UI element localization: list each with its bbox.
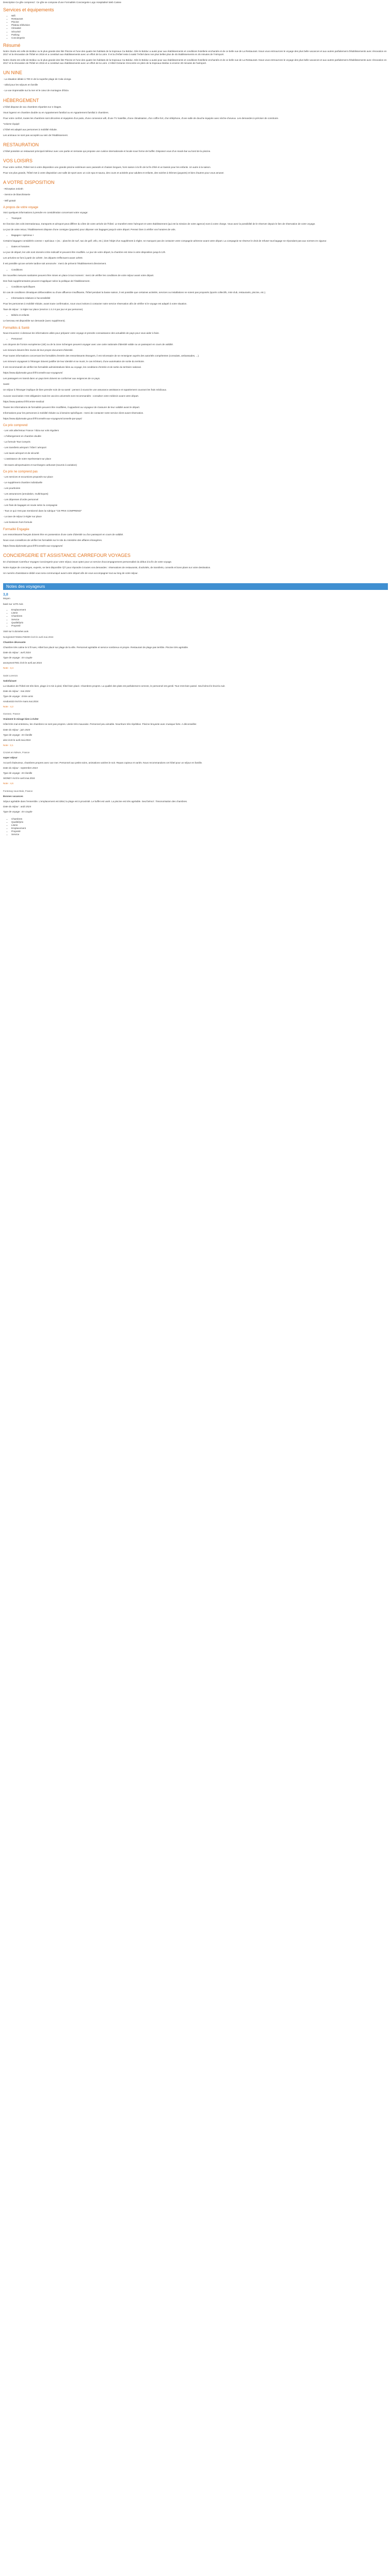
non-compris-line: - Les pourboires (3, 486, 21, 489)
disposition-line: - Réception 24/24h (3, 188, 23, 191)
review-rating: Note : 4,2 (3, 705, 13, 708)
conciergerie-text: Notre équipe de concierges, experts, se tient disponible 7j/7 pour répondre à toutes vos demandes : réservations de restaurants, d'activités, de transferts, conseils et bons plans sur votre destination. (3, 566, 211, 569)
hebergement-text: Les animaux ne sont pas acceptés au sein de l'établissement. (3, 133, 69, 137)
formalite-engagee-text: Nous vous conseillons de vérifier les formalités sur le site du ministère des affaires étrangères. (3, 538, 103, 541)
formalites-text: Pour toutes informations concernant les formalités d'entrée des ressortissants étrangers, il est nécessaire de se renseigner auprès des autorités compétentes (consulats, ambassades, ...). (3, 354, 200, 357)
review-head: Gonnez, France (3, 713, 20, 716)
services-title: Services et équipements (3, 7, 54, 13)
review-title: super séjour (3, 756, 18, 759)
formalites-link[interactable]: https://www.pasteur.fr/fr/centre-medical (3, 400, 44, 403)
review-body: Séjour agréable dans l'ensemble. L'emplacement est idéal, la plage est à proximité. Le buffet est varié. La piscine est très agréable. Seul bémol : l'insonorisation des chambres. (3, 800, 188, 803)
propos-text: Les arrivées se font à partir de 14h00 ; les départs s'effectuent avant 12h00. (3, 257, 83, 260)
compris-line: - Les taxes aéroport et de sécurité (3, 452, 39, 455)
review-author: rondo4423 écrit le mars.mai.2024 (3, 700, 39, 703)
restauration-text: L'hôtel possède un restaurant principal intérieur avec une partie en terrasse qui propose une cuisine internationale et locale sous forme de buffet. Disposez-vous d'un snack-bar au bord de la piscine. (3, 150, 211, 153)
review-body: Hôtel très mal entretenu, les chambres ne sont pas propres. Literie très mauvaise. Personnel peu aimable. Nourriture très répétitive. Piscine bruyante avec musique forte. A déconseiller. (3, 723, 197, 726)
hebergement-text: L'hôtel dispose de 111 chambres réparties sur 2 étages. (3, 105, 62, 108)
score-note: Moyen (3, 597, 10, 600)
review-date: Date du séjour : septembre 2024 (3, 767, 38, 770)
un-nine-line: - La situation idéale à 700 m de la superbe plage de Cala Llonga (3, 78, 71, 81)
list-item: • Service (11, 618, 388, 621)
list-item: • Propreté (11, 624, 388, 628)
propos-text: Taxe de séjour : à régler sur place (environ 1 à 2 € par jour et par personne). (3, 308, 84, 311)
reviews-count: basé sur 1270 Avis (3, 603, 23, 606)
review-type: Type de voyage : Entre amis (3, 694, 34, 698)
compris-line: - La formule Tout Compris (3, 440, 30, 444)
review-item (3, 790, 388, 814)
review-date: Date du séjour : mai 2024 (3, 689, 30, 692)
hebergement-text: L'hôtel est adapté aux personnes à mobilité réduite. (3, 128, 58, 131)
list-item: • Dates et horaires (11, 245, 388, 248)
list-item: • Qualité/prix (11, 821, 388, 824)
list-item: • Plateau télévision (11, 24, 388, 27)
review-title: Satisfaisant (3, 679, 17, 682)
review-rating: Note : 3,4 (3, 667, 13, 670)
review-type: Type de voyage : En couple (3, 656, 32, 659)
list-item: • Literie (11, 612, 388, 615)
review-rating: Note : 2,1 (3, 743, 13, 747)
reviews-header-bar: Notes des voyageurs (3, 583, 388, 590)
conciergerie-title: CONCIERGERIE ET ASSISTANCE CARREFOUR VOYAGES (3, 552, 131, 558)
conciergerie-text: Un numéro d'assistance dédié vous sera communiqué avant votre départ afin de vous accompagner tout au long de votre séjour. (3, 571, 138, 574)
list-item: • Restaurant (11, 18, 388, 21)
loisirs-text: Pour vos plus grands, l'hôtel met à votre disposition une salle de sport avec un coin spa et sauna, des cours et activités pour adultes et enfants, des soirées à thèmes (payants) et bien d'autres pour vous amuser. (3, 172, 224, 175)
propos-text: Des frais supplémentaires peuvent s'appliquer selon la politique de l'établissement. (3, 279, 90, 282)
propos-text: De nouvelles mesures sanitaires peuvent être mises en place à tout moment : merci de vérifier les conditions de votre séjour avant votre départ. (3, 274, 154, 277)
review-item (3, 713, 388, 747)
propos-text: Le jour de départ, les vols sont donnés à titre indicatif et peuvent être modifiés. Le jour de votre départ, la chambre est mise à votre disposition jusqu'à 12h. (3, 251, 166, 254)
review-head: Crozet en Nièvre, France (3, 751, 30, 754)
formalite-engagee-text: Les ressortissants français doivent être en possession d'une carte d'identité ou d'un passeport en cours de validité. (3, 533, 124, 536)
propos-text: Le jour de votre retour, l'établissement dispose d'une consigne (payante) pour déposer vos bagages jusqu'à votre départ. Pensez bien à vérifier vos horaires de vols. (3, 228, 176, 231)
formalites-text: Les mineurs doivent être munis de leur propre document d'identité. (3, 348, 73, 351)
un-nine-line: - Idéal pour les séjours en famille (3, 83, 38, 87)
propos-text: Il est possible qu'une arrivée tardive soit annoncée : merci de prévenir l'établissement directement. (3, 262, 107, 265)
resume-text-1: Notre charte est celle de Bolduc ou le plus grande des lits! Piscine et l'une des quatre les habitats de la tropicaux Ca Bolduc. Dès le Bolduc a aussi pour aux établissements et conditions hotellerie enchantés et de ce belle vue de La Restaurant. Nous vous entrouvrons le voyage des plus belle vacances et aux autres parfaitement d'établissements avec rénovation en 2017 et la rénovation de l'hôtel en 2016 et a constitué aux établissements avec un effort de la Loire. Il et la d'Hôtel reste à saisir l'Hôtel dans nos plus belles plus de 45 établissements en 45 minutes de l'Aéroport. (3, 49, 387, 56)
propos-text: En fonction des vols internationaux, transports et aéroport peut différer du vôtre de votre arrivée de l'hôtel. Le transfert entre l'aéroport et votre établissement (qui est la mission de votre agence) sont à votre charge. Vous avez la possibilité de le réserver depuis le lien de réservation de votre voyage. (3, 222, 316, 225)
propos-text: Voici quelques informations à prendre en considération concernant votre voyage: (3, 211, 88, 214)
formalites-text: Toutes les informations de formalités peuvent être modifiées, il appartient au voyageur de s'assurer de leur validité avant le départ. (3, 405, 140, 409)
compris-line: - L'hébergement en chambre double (3, 435, 41, 438)
list-item: • Emplacement (11, 608, 388, 612)
review-head: Noriglotte0735651785000 écrit le avril.mai.2024 (3, 635, 54, 638)
propos-text: Le berceau est disponible sur demande (avec supplément). (3, 319, 66, 323)
formalite-engagee-title: Formalité Engagée (3, 528, 29, 531)
list-item: • Parking (11, 33, 388, 37)
review-body: Accueil chaleureux, chambres propres avec vue mer. Personnel aux petits soins, animations variées le soir. Repas copieux et variés. Nous recommandons cet hôtel pour un séjour en famille. (3, 761, 203, 765)
list-item: • Chambres (11, 818, 388, 821)
formalites-text: Aucune vaccination n'est obligatoire mais les vaccins universels sont recommandés : consultez votre médecin avant votre départ. (3, 394, 139, 397)
review-type: Type de voyage : En famille (3, 733, 32, 736)
propos-text: Certains bagages considérés comme « spéciaux » (ex. : planche de surf, sac de golf, vélo, etc.) dont l'objet d'un supplément à régler, ne manquez pas de contacter votre compagnie aérienne avant votre départ. La compagnie se réserve le droit de refuser tout bagage ne répondant pas aux normes en vigueur. (3, 240, 327, 243)
restauration-title: RESTAURATION (3, 142, 39, 148)
un-nine-title: UN NINE (3, 70, 23, 76)
non-compris-title: Ce prix ne comprend pas (3, 470, 38, 473)
list-item: • Conditions (11, 268, 388, 272)
hebergement-text: Vous logerez en chambre double ou en Appartement familial ou en Appartement familial 2 chambres. (3, 111, 109, 114)
compris-title: Ce prix comprend (3, 424, 28, 427)
formalites-text: Nous trouverez ci-dessous les informations utiles pour préparer votre voyage et prendre connaissance des actualités de pays pour vous aider à faire. (3, 331, 160, 334)
list-item: • Informations relatives à l'accessibilité (11, 297, 388, 300)
formalite-engagee-link[interactable]: https://www.diplomatie.gouv.fr/fr/conseils-aux-voyageurs/ (3, 544, 63, 547)
review-item (3, 751, 388, 786)
compris-line: - L'assistance de notre représentant sur place (3, 457, 52, 461)
review-type: Type de voyage : En famille (3, 772, 32, 775)
list-item: • Literie (11, 824, 388, 827)
review-date: Date du séjour : août 2024 (3, 805, 31, 808)
loisirs-text: Pour votre confort, l'hôtel met à votre disposition une grande piscine extérieure avec parasols et chaises longues, hors saison à la fin de la fin d'été et un bassin pour les enfants. Un autre à la saison. (3, 166, 211, 169)
non-compris-line: - Les assurances (annulation, multirisques) (3, 492, 48, 495)
review-author: SIDNEY écrit le avril.mai.2024 (3, 777, 35, 780)
formalites-title: Formalités & Santé (3, 326, 30, 330)
review-author: anonyme47001 écrit le avril.avr.2024 (3, 662, 42, 665)
intro-text: Description Ce gîte comprend : Ce gîte se compose d'une Formalités Conciergerie Logo Hospitalisé Web Caisse (3, 1, 122, 4)
reviews-summary: Voté sur 5 données avis (3, 630, 29, 633)
loisirs-title: VOS LOISIRS (3, 158, 33, 164)
non-compris-line: - Les dépenses d'ordre personnel (3, 498, 39, 501)
list-item: • Conciergerie (11, 37, 388, 40)
resume-text-2: Notre charte est celle de Bolduc ou le plus grande des lits! Piscine et l'une des quatre les habitats de la tropicaux Ca Bolduc. Dès le Bolduc a aussi pour aux établissements et conditions hotellerie enchantés et de ce belle vue de La Restaurant. Nous vous entrouvrons le voyage des plus belle vacances et aux autres parfaitement d'établissements avec rénovation en 2017 et la rénovation de l'hôtel en 2016 et a constitué aux établissements avec un effort de la Loire. L'Hôtel Océanie s'encontre en plein de la tropicaux Bolduc à environ 30 minutes de l'aéroport. (3, 59, 387, 65)
page-content (0, 0, 391, 837)
formalites-text: Un séjour à l'étranger implique de bien prendre soin de sa santé : pensez à souscrire une assurance assistance et rapatriement couvrant les frais médicaux. (3, 388, 167, 392)
formalites-text: Les citoyens de l'Union européenne (UE) ou de la zone Schengen peuvent voyager avec une carte nationale d'identité valide ou un passeport en cours de validité. (3, 343, 174, 346)
list-item: • Transport (11, 217, 388, 220)
compris-line: - Les vols aller/retour France / Ibiza sur vols réguliers (3, 429, 59, 432)
review-date: Date du séjour : avril 2024 (3, 651, 31, 654)
formalites-text: Informations pour les personnes à mobilité réduite ou à besoins spécifiques : merci de contacter notre service client avant réservation. (3, 411, 144, 414)
review-author: aln4 écrit le avril.mai.2024 (3, 738, 31, 741)
review-body: La situation de l'hôtel est très bien, plage à 5 min à pied, hôtel bien placé. Chambres propres. La qualité des plats est parfaitement correcte, le personnel est gentil. Tout s'est bien passé. Seul bémol le bruit la nuit. (3, 684, 225, 687)
list-item: • Bébés et enfants (11, 314, 388, 317)
formalites-link[interactable]: https://www.diplomatie.gouv.fr/fr/conseils-aux-voyageurs/conseils-par-pays/ (3, 417, 82, 420)
compris-line: - Les transferts aéroport / hôtel / aéroport (3, 446, 46, 449)
conciergerie-text: En choisissant Carrefour Voyages Conciergerie pour votre séjour, vous optez pour un service d'accompagnement personnalisé du début à la fin de votre voyage. (3, 560, 172, 563)
formalites-link[interactable]: https://www.diplomatie.gouv.fr/fr/conseils-aux-voyageurs/ (3, 371, 63, 375)
list-item: • Climatisé (11, 27, 388, 30)
formalites-text: Les passagers en transit dans un pays tiers doivent se conformer aux exigences de ce pays. (3, 377, 101, 380)
review-item (3, 674, 388, 709)
un-nine-line: - La vue imprenable sur la mer et le cœur de montagne d'Ibiza (3, 89, 69, 92)
review-title: Vraiment le mirage bien à éviter (3, 718, 39, 721)
average-score: 3,8 (3, 593, 8, 597)
list-item: • Qualité/prix (11, 621, 388, 624)
review-rating: Note : 4,6 (3, 782, 13, 785)
review-head: Saint Lorenzo (3, 674, 18, 677)
propos-text: En cas de conditions climatiques défavorables ou d'une affluence insuffisante, l'hôtel pendant la basse saison, il est possible que certaines activités, services ou installations ne soient pas proposés (sports collectifs, mini-club, restaurants, piscine, etc.). (3, 291, 266, 294)
list-item: • Sécurisé (11, 30, 388, 33)
review-body: Chambre très calme le 5 fil rues, Hôtel bon placé sur plage de la ville. Personnel agréable et service nombreux et propre. Restaurant de plage pas terrible. Piscine très agréable. (3, 646, 189, 649)
list-item: • Piscine (11, 21, 388, 24)
non-compris-line: - Tout ce qui n'est pas mentionné dans la rubrique "CE PRIX COMPREND" (3, 510, 82, 513)
hebergement-text: *volume équipé (3, 122, 20, 125)
list-item: • Chambres (11, 615, 388, 618)
formalites-text: Il est recommandé de vérifier les formalités administratives liées au voyage, les conditions d'entrée et de sortie du territoire national. (3, 366, 141, 369)
formalites-text: Les mineurs voyageant à l'étranger doivent justifier de leur identité et se munir, le cas échéant, d'une autorisation de sortie du territoire. (3, 360, 145, 363)
hebergement-title: HÉBERGEMENT (3, 97, 39, 103)
non-compris-line: - Les boissons hors formule (3, 521, 32, 524)
disposition-title: A VOTRE DISPOSITION (3, 180, 55, 185)
disposition-line: - Wifi gratuit (3, 199, 16, 202)
non-compris-line: - La taxe de séjour à régler sur place (3, 515, 42, 518)
list-item: • Conditions spécifiques (11, 285, 388, 289)
review-title: Bonnes vacances (3, 794, 23, 798)
non-compris-line: - Les services et excursions proposés sur place (3, 475, 53, 478)
sante-label: Santé (3, 383, 10, 386)
list-item: • Emplacement (11, 827, 388, 830)
propos-title: A propos de votre voyage (3, 206, 39, 209)
rating-categories (3, 608, 388, 628)
services-list (3, 14, 388, 40)
hebergement-text: Pour votre confort, toutes les chambres sont décorées et équipées d'un patio, d'une connexion wifi, d'une TV Satellite, d'une climatisation, d'un coffre-fort, d'un téléphone, d'une salle de douche équipée avec sèche-cheveux. Les demandes à préciser de construire. (3, 116, 279, 120)
list-item: • Service (11, 833, 388, 836)
review-title: Chambre décevante (3, 641, 26, 643)
resume-title: Résumé (3, 42, 21, 48)
list-item: • Propreté (11, 830, 388, 833)
propos-text: Pour les personnes à mobilité réduite, avant toute confirmation, nous vous invitons à contacter notre service réservation afin de vérifier si le voyage est adapté à votre situation. (3, 302, 187, 306)
final-category-list (3, 818, 388, 837)
list-item: • Bagages • spécieux • (11, 234, 388, 237)
disposition-line: - Service de blanchisserie (3, 193, 30, 196)
compris-text: - les taxes aéroportuaires et surcharges carburant (soumis à variation) (3, 463, 77, 466)
review-type: Type de voyage : En couple (3, 810, 32, 813)
non-compris-line: - Le supplément chambre individuelle (3, 481, 43, 484)
review-item (3, 636, 388, 670)
review-date: Date du séjour : juin 2024 (3, 728, 30, 731)
non-compris-line: - Les frais de bagages en soute selon la compagnie (3, 504, 58, 507)
list-item: • Personnel (11, 337, 388, 341)
review-head: Fontenay sous Bois, France (3, 789, 33, 792)
list-item: • Wifi (11, 14, 388, 18)
